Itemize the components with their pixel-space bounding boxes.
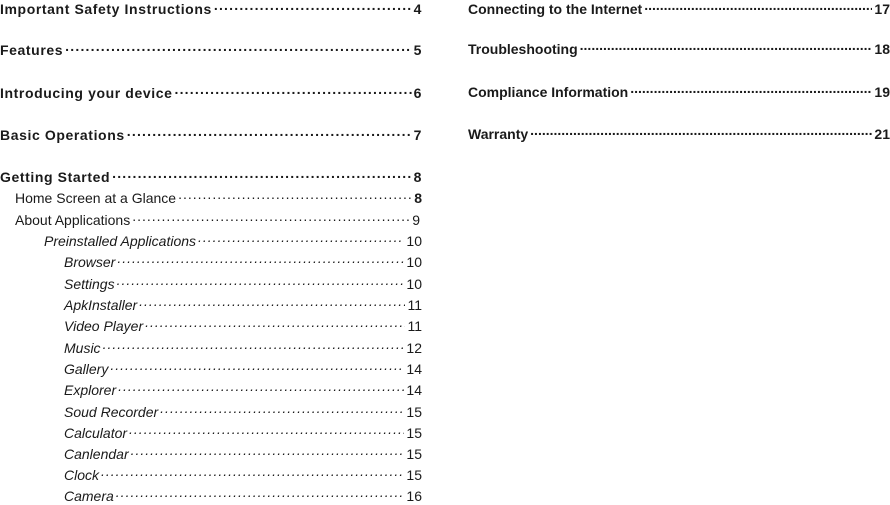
toc-entry-title: Warranty [468,126,529,142]
toc-entry-getting-started[interactable] [0,168,422,186]
toc-entry-page: 19 [874,84,890,100]
toc-leader-dots [139,296,405,310]
toc-entry-warranty[interactable] [468,125,890,143]
toc-leader-dots [530,125,872,139]
toc-entry-compliance[interactable] [468,83,890,101]
toc-entry-video-player[interactable] [0,317,422,335]
toc-entry-browser[interactable] [0,253,422,271]
toc-entry-page: 21 [874,126,890,142]
toc-leader-dots [110,360,404,374]
toc-entry-page: 10 [406,276,422,292]
toc-leader-dots [65,41,411,55]
toc-entry-calculator[interactable] [0,424,422,442]
toc-entry-page: 9 [412,212,420,228]
toc-entry-troubleshooting[interactable] [468,40,890,58]
toc-leader-dots [129,424,404,438]
toc-leader-dots [112,168,411,182]
toc-leader-dots [644,0,872,14]
toc-entry-title: Canlendar [64,446,129,462]
toc-entry-title: Basic Operations [0,127,125,143]
toc-entry-page: 4 [413,1,422,17]
toc-entry-title: Features [0,42,64,58]
toc-entry-basic-operations[interactable] [0,126,422,144]
toc-entry-title: Getting Started [0,169,111,185]
toc-entry-features[interactable] [0,41,422,59]
toc-entry-title: Settings [64,276,115,292]
toc-entry-title: ApkInstaller [64,297,138,313]
toc-entry-page: 15 [406,404,422,420]
toc-leader-dots [101,466,404,480]
toc-entry-title: Gallery [64,361,109,377]
toc-entry-important-safety[interactable] [0,0,422,18]
toc-leader-dots [116,487,405,501]
toc-entry-apkinstaller[interactable] [0,296,422,314]
toc-entry-title: Calculator [64,425,128,441]
toc-entry-page: 7 [413,127,422,143]
toc-leader-dots [145,317,405,331]
toc-entry-page: 5 [413,42,422,58]
toc-entry-title: Preinstalled Applications [44,233,197,249]
toc-entry-calendar[interactable] [0,445,422,463]
toc-leader-dots [198,232,404,246]
toc-entry-title: Home Screen at a Glance [15,190,177,206]
toc-entry-title: Clock [64,467,100,483]
toc-entry-page: 15 [406,467,422,483]
toc-leader-dots [175,84,412,98]
toc-leader-dots [214,0,412,14]
toc-entry-page: 8 [414,190,422,206]
toc-leader-dots [160,403,404,417]
toc-entry-preinstalled-apps[interactable] [0,232,422,250]
toc-entry-title: Music [64,340,101,356]
toc-entry-page: 10 [406,254,422,270]
toc-entry-page: 10 [406,233,422,249]
toc-entry-page: 18 [874,41,890,57]
toc-leader-dots [132,211,410,225]
toc-entry-camera[interactable] [0,487,422,505]
toc-entry-connecting-internet[interactable] [468,0,890,18]
toc-entry-about-applications[interactable] [0,211,422,229]
toc-leader-dots [580,40,873,54]
toc-leader-dots [103,339,405,353]
toc-entry-page: 8 [413,169,422,185]
toc-entry-title: Explorer [64,382,117,398]
toc-entry-page: 15 [406,446,422,462]
toc-entry-title: Browser [64,254,116,270]
toc-entry-page: 14 [406,361,422,377]
toc-entry-music[interactable] [0,339,422,357]
toc-entry-page: 12 [406,340,422,356]
toc-entry-home-screen[interactable] [0,189,422,207]
toc-entry-introducing[interactable] [0,84,422,102]
toc-entry-title: Introducing your device [0,85,173,101]
toc-leader-dots [630,83,872,97]
toc-entry-page: 14 [406,382,422,398]
toc-entry-settings[interactable] [0,275,422,293]
toc-entry-title: Compliance Information [468,84,629,100]
toc-entry-title: Connecting to the Internet [468,1,643,17]
toc-entry-clock[interactable] [0,466,422,484]
toc-entry-title: Important Safety Instructions [0,1,212,17]
toc-entry-title: About Applications [15,212,131,228]
toc-leader-dots [127,126,412,140]
toc-entry-page: 11 [407,318,422,334]
toc-entry-title: Camera [64,488,114,504]
toc-entry-sound-recorder[interactable] [0,403,422,421]
toc-entry-title: Soud Recorder [64,404,159,420]
toc-entry-title: Video Player [64,318,144,334]
toc-entry-page: 11 [407,297,422,313]
toc-entry-page: 16 [406,488,422,504]
toc-entry-title: Troubleshooting [468,41,578,57]
toc-entry-page: 17 [874,1,890,17]
toc-entry-page: 6 [413,85,422,101]
toc-leader-dots [118,381,404,395]
toc-leader-dots [117,275,405,289]
toc-leader-dots [178,189,412,203]
toc-leader-dots [131,445,405,459]
toc-leader-dots [117,253,404,267]
toc-entry-gallery[interactable] [0,360,422,378]
toc-entry-explorer[interactable] [0,381,422,399]
toc-entry-page: 15 [406,425,422,441]
